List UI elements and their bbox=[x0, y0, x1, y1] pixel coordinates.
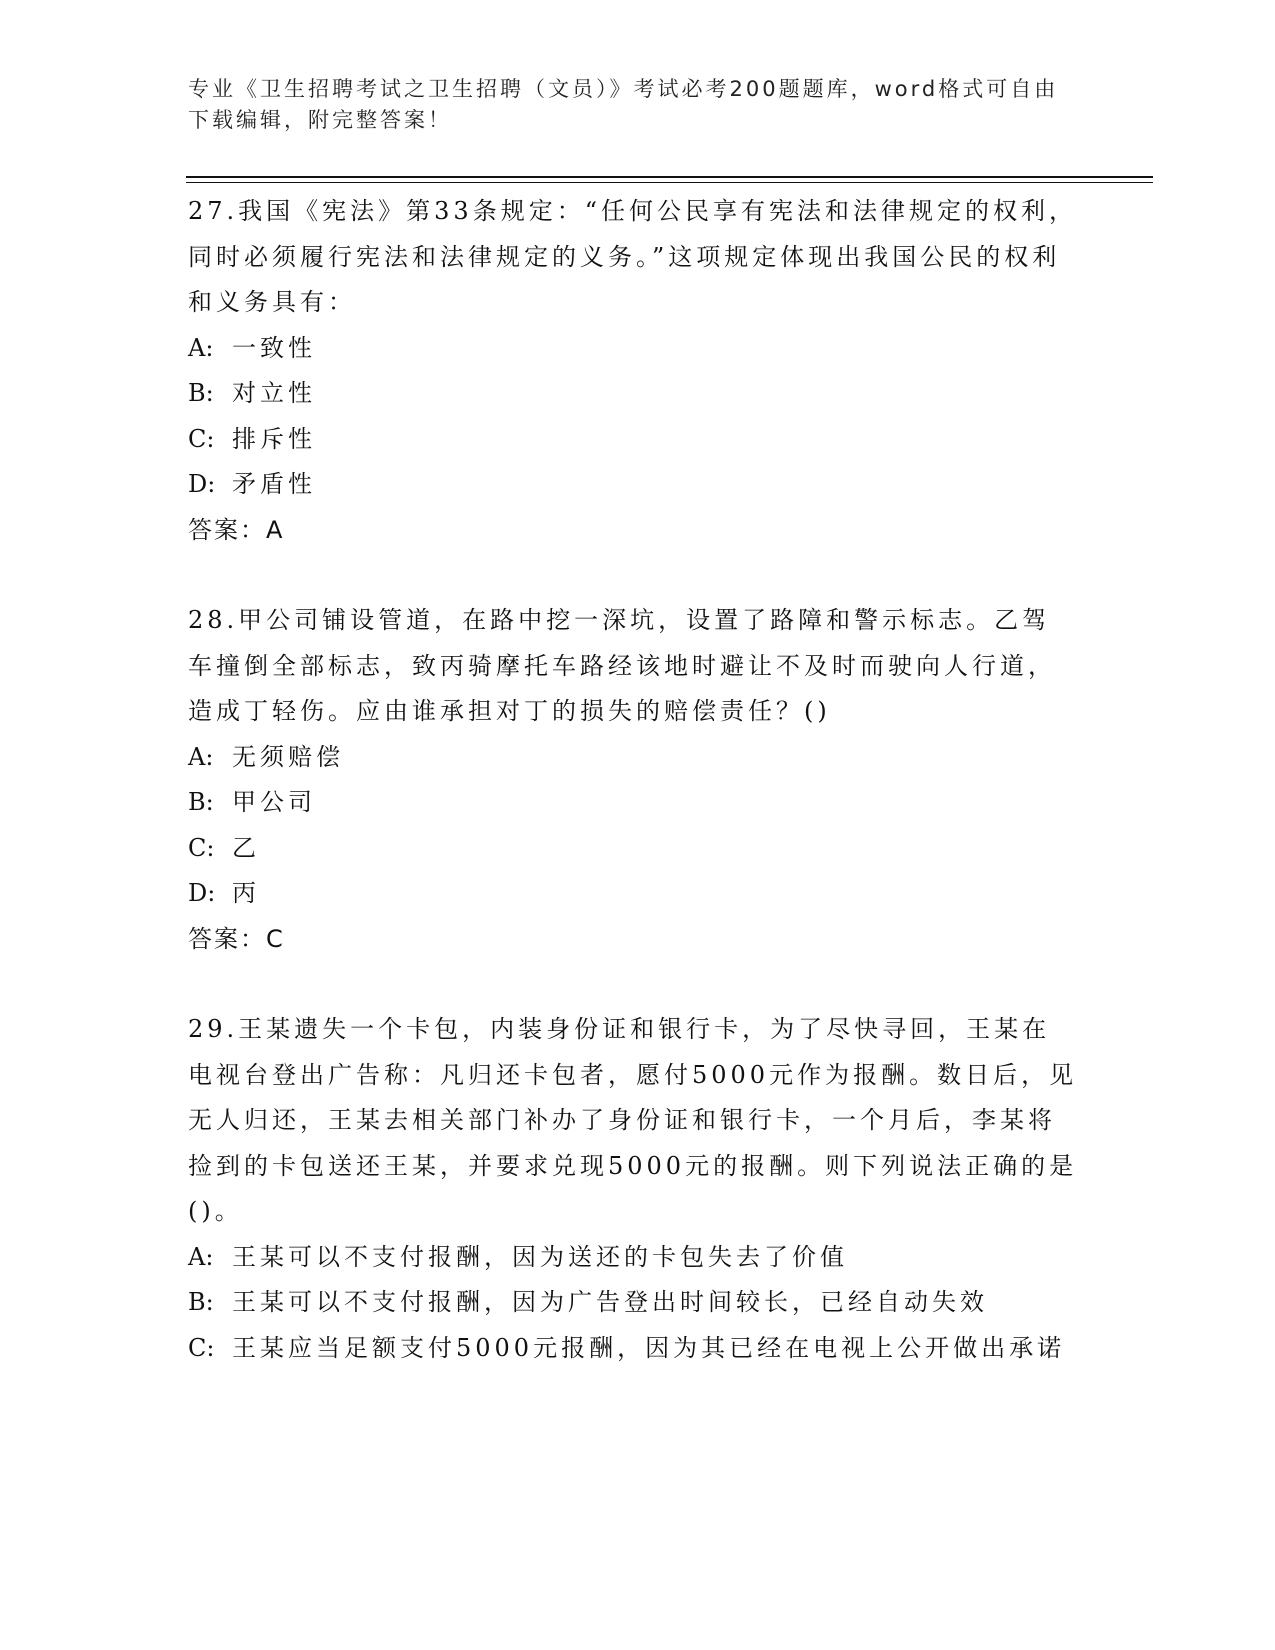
option-letter: D: bbox=[188, 470, 216, 498]
answer-line: 答案：A bbox=[188, 515, 285, 544]
option-b bbox=[188, 371, 1078, 417]
question-spacer bbox=[188, 553, 1078, 598]
question-text: 29.王某遗失一个卡包，内装身份证和银行卡，为了尽快寻回，王某在电视台登出广告称：凡归还卡包者，愿付5000元作为报酬。数日后，见无人归还，王某去相关部门补办了身份证和银行卡，一个月后，李某将捡到的卡包送还王某，并要求兑现5000元的报酬。则下列说法正确的是()。 bbox=[188, 1015, 1078, 1225]
option-d bbox=[188, 871, 1078, 917]
question-text: 27.我国《宪法》第33条规定：“任何公民享有宪法和法律规定的权利，同时必须履行宪法和法律规定的义务。”这项规定体现出我国公民的权利和义务具有： bbox=[188, 197, 1077, 316]
option-text: 无须赔偿 bbox=[232, 742, 344, 771]
question-27 bbox=[188, 189, 1078, 553]
option-a bbox=[188, 326, 1078, 372]
option-letter: A: bbox=[188, 333, 214, 362]
option-c bbox=[188, 417, 1078, 463]
option-a bbox=[188, 1235, 1078, 1281]
option-a bbox=[188, 735, 1078, 781]
option-letter: C: bbox=[188, 1333, 215, 1362]
option-text: 一致性 bbox=[232, 333, 316, 362]
header-divider-thin bbox=[186, 182, 1153, 183]
answer-line: 答案：C bbox=[188, 924, 285, 953]
option-b bbox=[188, 780, 1078, 826]
option-text: 对立性 bbox=[232, 379, 316, 407]
option-letter: A: bbox=[188, 1242, 214, 1271]
option-letter: B: bbox=[188, 379, 214, 407]
option-c bbox=[188, 826, 1078, 872]
option-letter: B: bbox=[188, 788, 214, 816]
option-letter: A: bbox=[188, 742, 214, 771]
option-text: 王某可以不支付报酬，因为送还的卡包失去了价值 bbox=[232, 1242, 848, 1271]
option-c bbox=[188, 1326, 1078, 1372]
header-divider-thick bbox=[186, 176, 1153, 178]
question-list bbox=[188, 189, 1078, 1371]
option-text: 排斥性 bbox=[232, 424, 316, 453]
question-29 bbox=[188, 1007, 1078, 1371]
option-text: 王某应当足额支付5000元报酬，因为其已经在电视上公开做出承诺 bbox=[232, 1333, 1066, 1362]
option-text: 丙 bbox=[232, 879, 260, 907]
option-d bbox=[188, 462, 1078, 508]
option-text: 矛盾性 bbox=[232, 470, 316, 498]
option-b bbox=[188, 1280, 1078, 1326]
option-text: 甲公司 bbox=[232, 788, 316, 816]
option-text: 乙 bbox=[232, 833, 260, 862]
question-text: 28.甲公司铺设管道，在路中挖一深坑，设置了路障和警示标志。乙驾车撞倒全部标志，致丙骑摩托车路经该地时避让不及时而驶向人行道，造成丁轻伤。应由谁承担对丁的损失的赔偿责任？() bbox=[188, 606, 1056, 725]
page-header: 专业《卫生招聘考试之卫生招聘（文员）》考试必考200题题库，word格式可自由下载编辑，附完整答案！ bbox=[188, 77, 1059, 132]
option-letter: C: bbox=[188, 424, 215, 453]
option-letter: B: bbox=[188, 1288, 214, 1316]
option-text: 王某可以不支付报酬，因为广告登出时间较长，已经自动失效 bbox=[232, 1288, 988, 1316]
option-letter: C: bbox=[188, 833, 215, 862]
option-letter: D: bbox=[188, 879, 216, 907]
question-28 bbox=[188, 598, 1078, 962]
question-spacer bbox=[188, 962, 1078, 1007]
